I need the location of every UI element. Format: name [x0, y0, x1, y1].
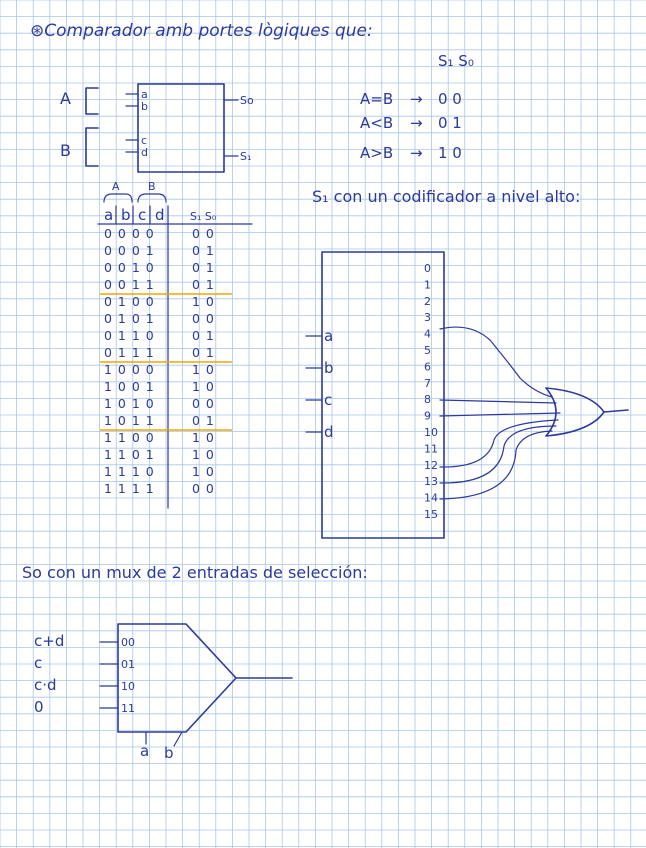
header-a: a	[104, 206, 114, 224]
svg-text:→: →	[410, 114, 423, 132]
truth-row-inputs: 1 0 1 1	[104, 413, 155, 428]
summary-cond-gt: A>B	[360, 144, 394, 162]
decoder-output-label: 0	[424, 262, 431, 275]
pin-a-label: a	[141, 88, 148, 101]
svg-text:→: →	[410, 90, 423, 108]
truth-row-outputs: 0 1	[192, 277, 215, 292]
truth-row-outputs: 0 0	[192, 311, 215, 326]
summary-out-gt: 1 0	[438, 144, 462, 162]
mux-input-code: 00	[121, 636, 135, 649]
input-b-label: B	[60, 141, 71, 160]
truth-row-outputs: 1 0	[192, 379, 215, 394]
select-b-label: b	[164, 744, 174, 762]
truth-row-inputs: 1 1 1 1	[104, 481, 155, 496]
truth-row-outputs: 1 0	[192, 430, 215, 445]
decoder-heading: S₁ con un codificador a nivel alto:	[312, 187, 581, 206]
decoder-input-label: d	[324, 423, 334, 441]
decoder-input-label: b	[324, 359, 334, 377]
decoder-output-label: 12	[424, 458, 438, 472]
decoder-output-label: 10	[424, 426, 438, 439]
truth-row-outputs: 0 1	[192, 413, 215, 428]
decoder-input-label: c	[324, 391, 333, 409]
truth-row-inputs: 0 1 0 1	[104, 311, 155, 326]
decoder-output-label: 3	[424, 311, 431, 325]
truth-row-outputs: 0 1	[192, 328, 215, 343]
mux-input-label: c	[34, 654, 43, 672]
select-a-label: a	[140, 742, 150, 760]
decoder-output-label: 2	[424, 294, 431, 308]
truth-row-outputs: 0 1	[192, 345, 215, 360]
decoder-output-label: 13	[424, 475, 438, 489]
truth-row-inputs: 0 1 0 0	[104, 294, 155, 309]
summary-out-eq: 0 0	[438, 90, 462, 108]
truth-row-outputs: 0 1	[192, 260, 215, 275]
output-s1-label: S₁	[240, 150, 252, 163]
group-a-label: A	[112, 180, 120, 193]
truth-row-inputs: 0 0 1 1	[104, 277, 155, 292]
pin-c-label: c	[141, 134, 148, 147]
truth-row-outputs: 1 0	[192, 294, 215, 309]
mux-input-label: c·d	[34, 676, 57, 694]
header-b: b	[121, 206, 131, 224]
truth-row-outputs: 1 0	[192, 447, 215, 462]
header-d: d	[155, 206, 165, 224]
mux-input-label: 0	[34, 698, 44, 716]
decoder-output-label: 1	[424, 278, 431, 292]
header-c: c	[138, 206, 147, 224]
decoder-output-label: 8	[424, 393, 431, 407]
summary-header: S₁ S₀	[438, 52, 474, 70]
summary-cond-lt: A<B	[360, 114, 394, 132]
truth-row-inputs: 0 1 1 1	[104, 345, 155, 360]
svg-text:→: →	[410, 144, 423, 162]
mux-input-code: 11	[121, 702, 135, 715]
truth-row-inputs: 0 0 1 0	[104, 260, 155, 275]
summary-cond-eq: A=B	[360, 90, 394, 108]
header-outputs: S₁ S₀	[190, 210, 217, 223]
summary-out-lt: 0 1	[438, 114, 462, 132]
decoder-output-label: 7	[424, 376, 431, 390]
truth-row-outputs: 0 0	[192, 396, 215, 411]
decoder-output-label: 14	[424, 491, 438, 505]
truth-row-inputs: 1 1 1 0	[104, 464, 155, 479]
decoder-output-label: 15	[424, 508, 438, 521]
decoder-output-label: 9	[424, 409, 431, 423]
pin-d-label: d	[141, 146, 148, 159]
pin-b-label: b	[141, 100, 148, 113]
mux-heading: So con un mux de 2 entradas de selección:	[22, 563, 368, 582]
page-title: ⊛Comparador amb portes lògiques que:	[30, 21, 373, 41]
truth-row-outputs: 1 0	[192, 362, 215, 377]
truth-row-outputs: 1 0	[192, 464, 215, 479]
input-a-label: A	[60, 89, 71, 108]
truth-row-inputs: 0 0 0 0	[104, 226, 155, 241]
mux-input-code: 10	[121, 680, 135, 693]
decoder-input-label: a	[324, 327, 334, 345]
truth-row-inputs: 1 0 1 0	[104, 396, 155, 411]
truth-row-outputs: 0 0	[192, 481, 215, 496]
mux-input-label: c+d	[34, 632, 65, 650]
decoder-output-label: 4	[424, 327, 431, 341]
mux-input-code: 01	[121, 658, 135, 671]
truth-row-inputs: 1 1 0 0	[104, 430, 155, 445]
group-b-label: B	[148, 180, 156, 193]
truth-row-inputs: 0 0 0 1	[104, 243, 155, 258]
decoder-output-label: 11	[424, 442, 438, 456]
truth-row-outputs: 0 0	[192, 226, 215, 241]
truth-row-inputs: 1 0 0 0	[104, 362, 155, 377]
truth-row-inputs: 1 0 0 1	[104, 379, 155, 394]
truth-row-outputs: 0 1	[192, 243, 215, 258]
decoder-output-label: 6	[424, 360, 431, 374]
truth-row-inputs: 1 1 0 1	[104, 447, 155, 462]
truth-row-inputs: 0 1 1 0	[104, 328, 155, 343]
output-s0-label: So	[240, 94, 254, 107]
decoder-output-label: 5	[424, 344, 431, 357]
